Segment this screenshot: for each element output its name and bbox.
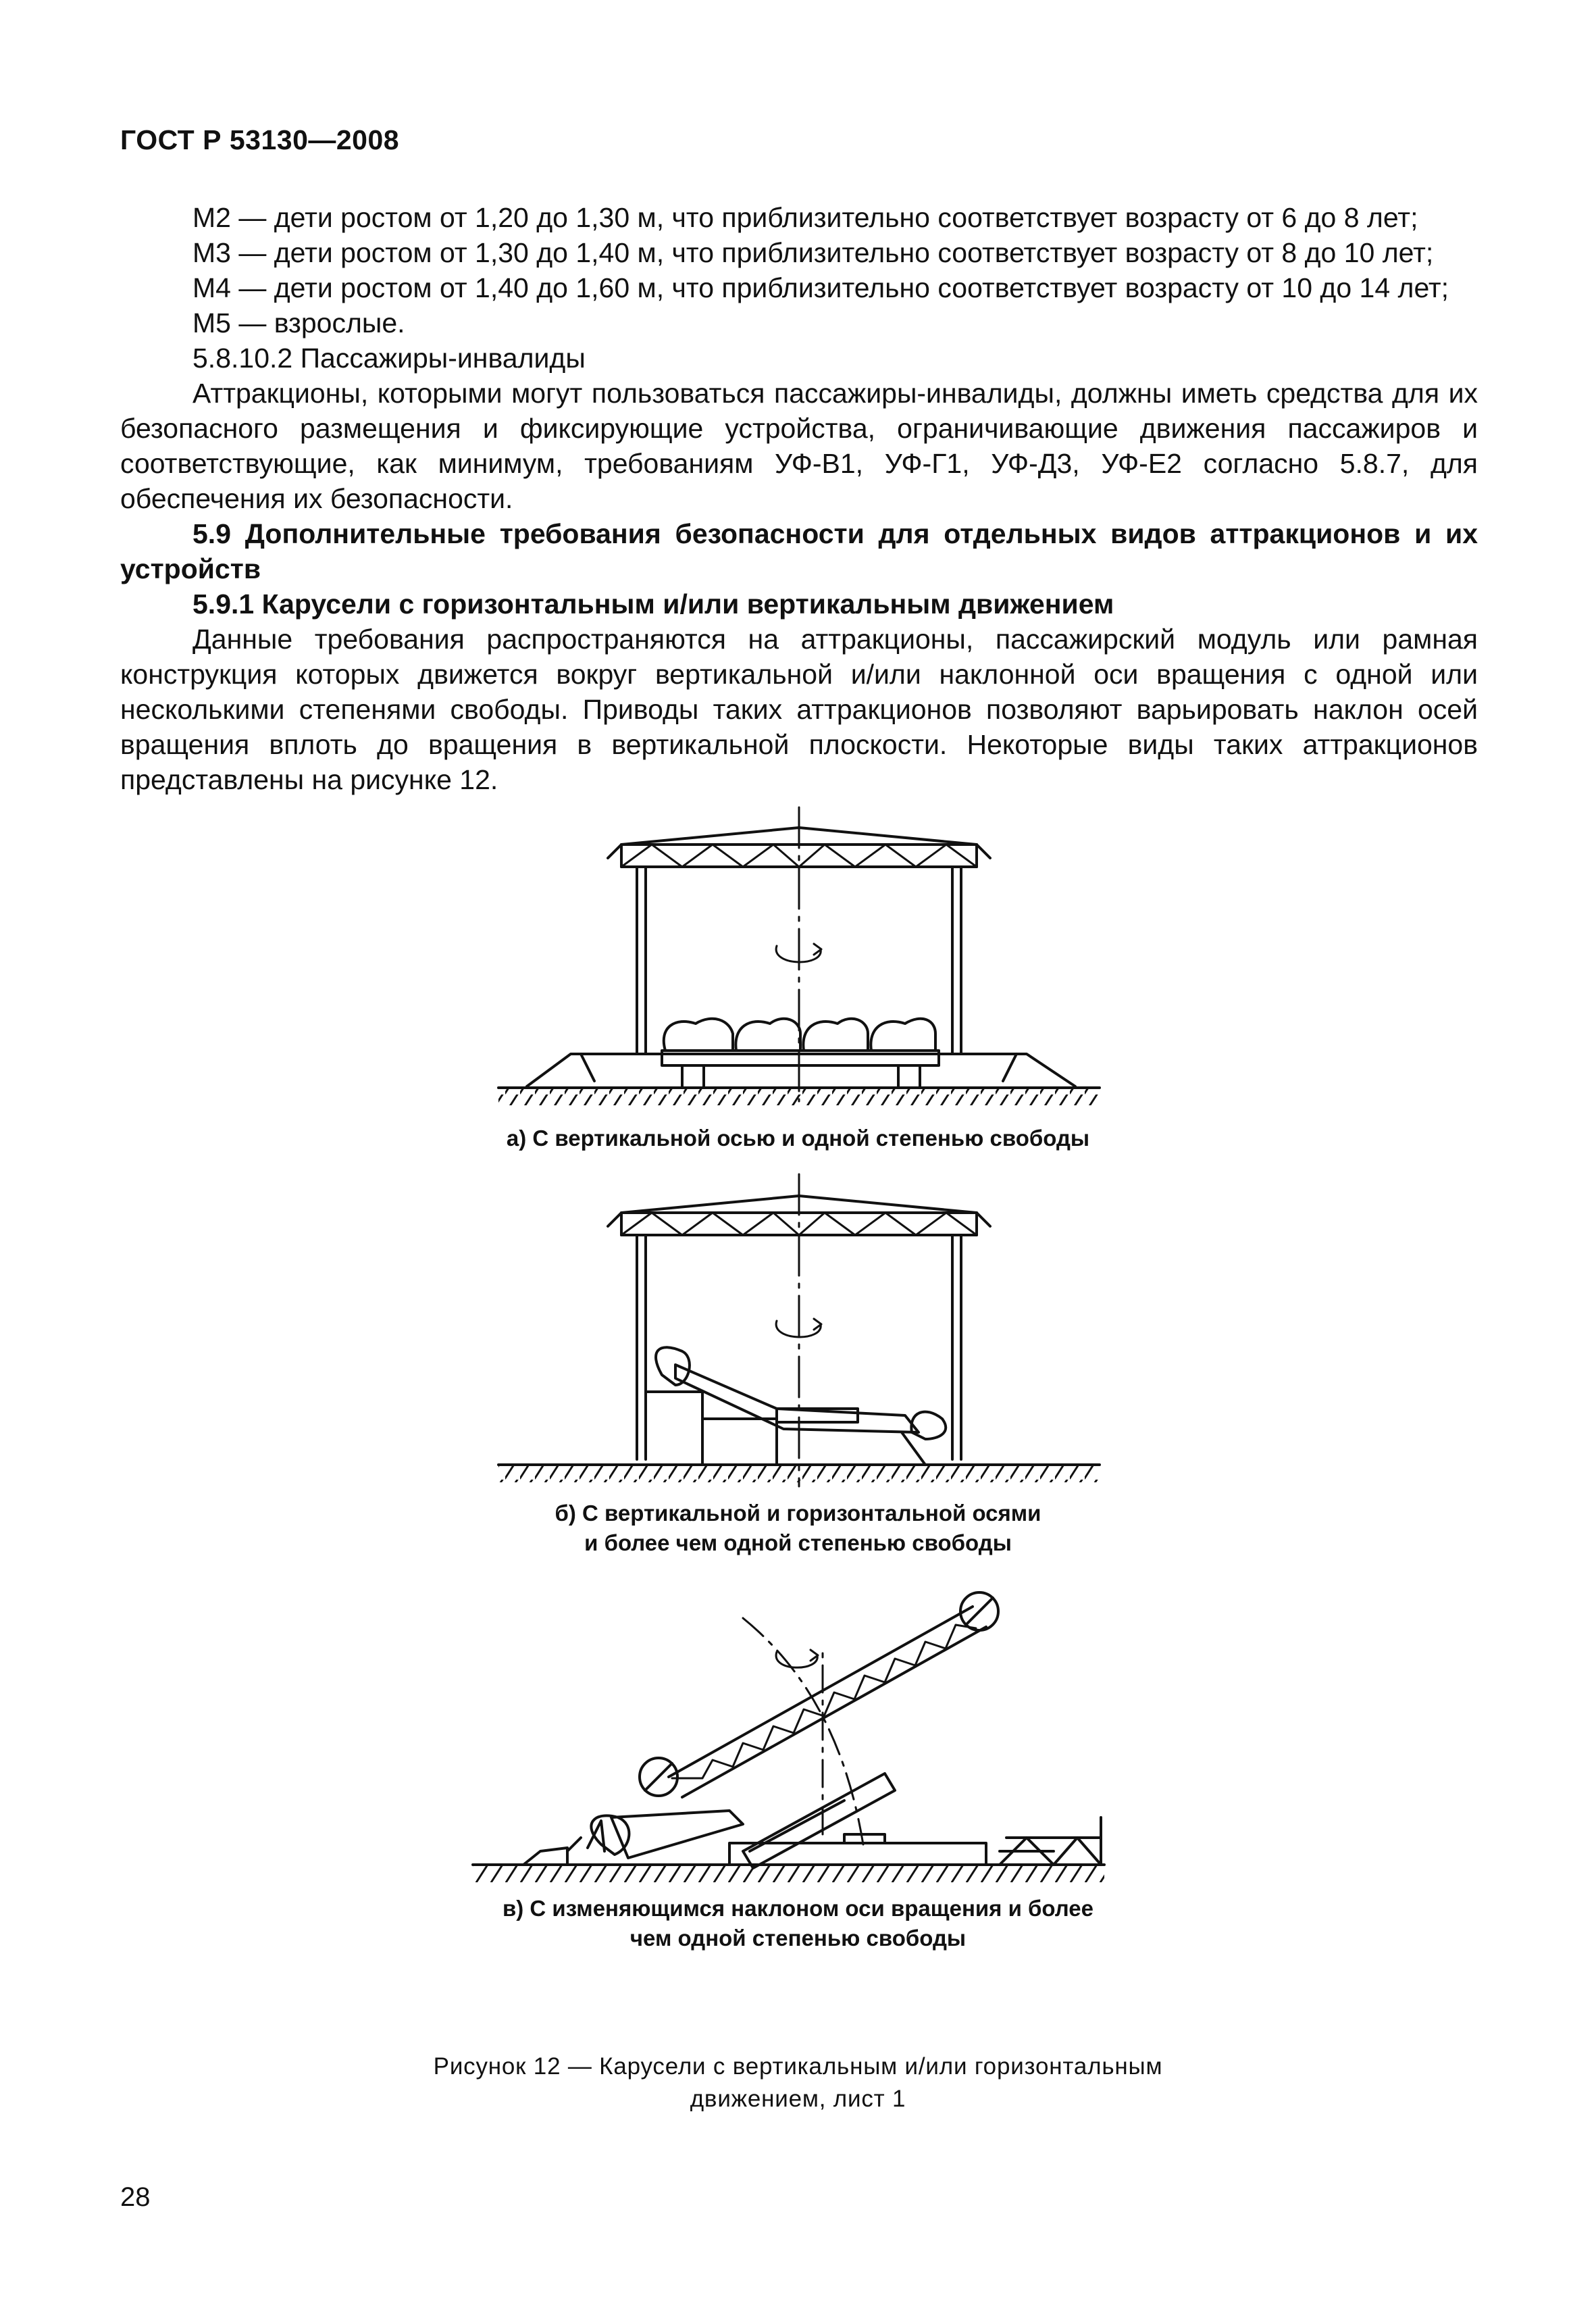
list-item: М2 — дети ростом от 1,20 до 1,30 м, что приблизительно соответствует возрасту от 6 до 8 лет;: [192, 202, 1418, 233]
list-item: М4 — дети ростом от 1,40 до 1,60 м, что приблизительно соответствует возрасту от 10 до 14 лет;: [192, 272, 1449, 303]
drawing-c-carousel-tilting-axis: [473, 1592, 1104, 1882]
figure-caption-c-line1: в) С изменяющимся наклоном оси вращения и более: [502, 1896, 1094, 1921]
page-number: 28: [120, 2182, 151, 2212]
figure-caption-a: а) С вертикальной осью и одной степенью свободы: [506, 1126, 1090, 1151]
figure-title-line1: Рисунок 12 — Карусели с вертикальным и/или горизонтальным: [433, 2053, 1163, 2080]
figure-title-line2: движением, лист 1: [690, 2086, 906, 2112]
section-heading: 5.9 Дополнительные требования безопасности для отдельных видов аттракционов и их устройств: [120, 518, 1478, 584]
paragraph: Аттракционы, которыми могут пользоваться пассажиры-инвалиды, должны иметь средства для их безопасного размещения и фиксирующие устройства, ограничивающие движения пассажиров и соответствующие, как минимум, требованиям УФ-В1, УФ-Г1, УФ-Д3, УФ-Е2 согласно 5.8.7, для обеспечения их безопасности.: [120, 378, 1478, 514]
figure-caption-b-line1: б) С вертикальной и горизонтальной осями: [555, 1501, 1041, 1526]
subsection-heading: 5.8.10.2 Пассажиры-инвалиды: [192, 343, 586, 374]
list-item: М5 — взрослые.: [192, 307, 405, 338]
drawing-b-carousel-two-axes: [498, 1174, 1100, 1486]
drawing-a-carousel-vertical-axis: [498, 807, 1100, 1105]
figure-title: [0, 2051, 1596, 2115]
figure-caption-b-line2: и более чем одной степенью свободы: [584, 1530, 1012, 1555]
figure-caption-c-line2: чем одной степенью свободы: [629, 1926, 967, 1951]
list-item: М3 — дети ростом от 1,30 до 1,40 м, что приблизительно соответствует возрасту от 8 до 10 лет;: [192, 237, 1434, 268]
subsection-heading: 5.9.1 Карусели с горизонтальным и/или вертикальным движением: [192, 588, 1114, 620]
paragraph: Данные требования распространяются на аттракционы, пассажирский модуль или рамная конструкция которых движется вокруг вертикальной и/или наклонной оси вращения с одной или несколькими степенями свободы. Приводы таких аттракционов позволяют варьировать наклон осей вращения вплоть до вращения в вертикальной плоскости. Некоторые виды таких аттракционов представлены на рисунке 12.: [120, 624, 1478, 795]
document-header: ГОСТ Р 53130—2008: [120, 124, 400, 155]
